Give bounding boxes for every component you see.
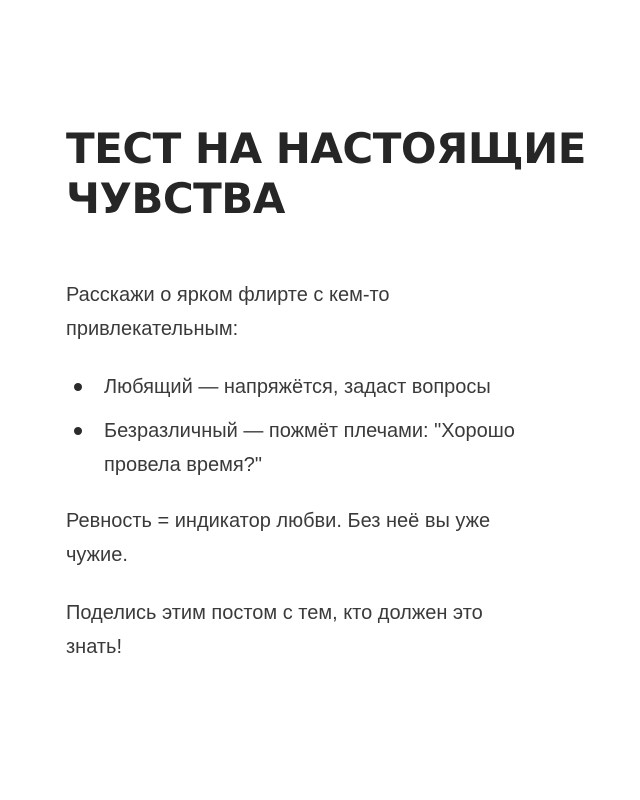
jealousy-line-2: чужие. bbox=[66, 544, 128, 566]
jealousy-paragraph bbox=[66, 504, 586, 572]
post-title-line-1: ТЕСТ НА НАСТОЯЩИЕ bbox=[66, 124, 586, 173]
bullet-dot-icon bbox=[74, 383, 82, 391]
list-item-loving-text: Любящий — напряжётся, задаст вопросы bbox=[104, 376, 491, 398]
share-line-2: знать! bbox=[66, 636, 123, 658]
list-item-loving bbox=[66, 370, 586, 404]
share-line-1: Поделись этим постом с тем, кто должен это bbox=[66, 602, 483, 624]
intro-line-1: Расскажи о ярком флирте с кем-то bbox=[66, 284, 390, 306]
post-title bbox=[66, 124, 586, 224]
list-item-indifferent-line-2: провела время?" bbox=[104, 454, 262, 476]
jealousy-line-1: Ревность = индикатор любви. Без неё вы уже bbox=[66, 510, 491, 532]
share-paragraph bbox=[66, 596, 586, 664]
bullet-dot-icon bbox=[74, 427, 82, 435]
post-title-line-2: ЧУВСТВА bbox=[66, 174, 285, 223]
post-card bbox=[66, 124, 586, 664]
list-item-indifferent-line-1: Безразличный — пожмёт плечами: "Хорошо bbox=[104, 420, 515, 442]
reaction-list bbox=[66, 370, 586, 482]
intro-line-2: привлекательным: bbox=[66, 318, 239, 340]
intro-paragraph bbox=[66, 278, 586, 346]
list-item-indifferent bbox=[66, 414, 586, 482]
